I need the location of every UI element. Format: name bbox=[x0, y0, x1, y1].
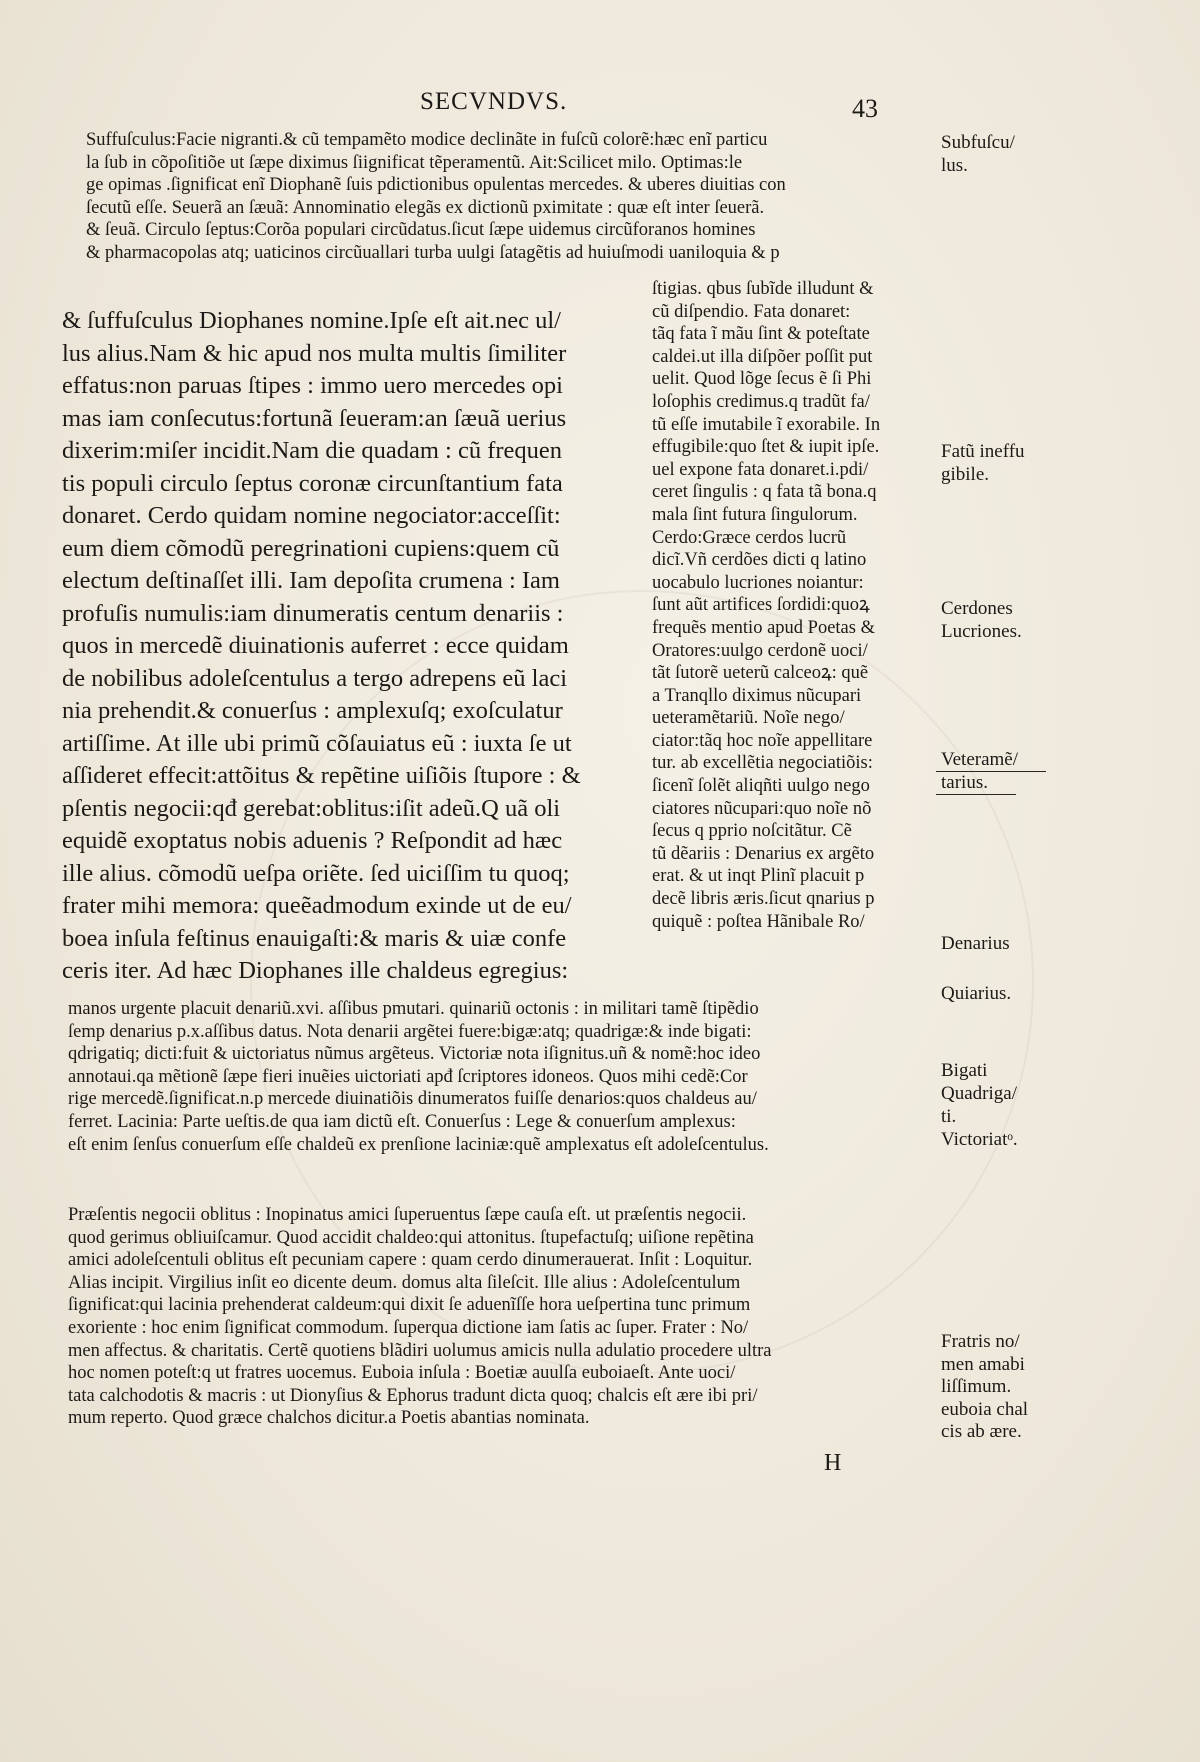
commentary-bottom-1 bbox=[68, 998, 769, 1156]
commentary-line: annotaui.qa mẽtionẽ ſæpe fieri inuẽies uictoriati apđ ſcriptores idoneos. Quos mihi cedẽ:Cor bbox=[68, 1066, 748, 1087]
commentary-line: loſophis credimus.q tradũt fa/ bbox=[652, 391, 870, 412]
commentary-line: ſecus q pprio noſcitãtur. Cẽ bbox=[652, 821, 852, 842]
commentary-line: mum reperto. Quod græce chalchos dicitur.a Poetis abantias nominata. bbox=[68, 1408, 590, 1429]
signature-mark: H bbox=[824, 1450, 842, 1476]
commentary-line: tũ dẽariis : Denarius ex argẽto bbox=[652, 843, 875, 864]
margin-note-line: Lucriones. bbox=[941, 621, 1022, 642]
commentary-top bbox=[86, 129, 786, 265]
commentary-line: tũ eſſe imutabile ĩ exorabile. In bbox=[652, 414, 881, 435]
commentary-line: tãq fata ĩ mãu ſint & poteſtate bbox=[652, 324, 870, 345]
commentary-line: & pharmacopolas atq; uaticinos circũuallari turba uulgi ſatagẽtis ad huiuſmodi uaniloquia & p bbox=[86, 242, 780, 263]
main-text-line: frater mihi memora: queẽadmodum exinde ut de eu/ bbox=[62, 892, 572, 919]
commentary-line: uelit. Quod lõge ſecus ẽ ſi Phi bbox=[652, 369, 872, 390]
margin-note-line: lus. bbox=[941, 155, 968, 176]
commentary-bottom-2 bbox=[68, 1204, 771, 1430]
margin-note-line: euboia chal bbox=[941, 1398, 1029, 1420]
main-text-line: tis populi circulo ſeptus coronæ circunſtantium fata bbox=[62, 469, 563, 497]
commentary-line: ciatores nũcupari:quo noĩe nõ bbox=[652, 798, 872, 819]
commentary-line: uocabulo lucriones noiantur: bbox=[652, 572, 864, 593]
margin-note-denarius bbox=[941, 932, 1010, 955]
margin-note-line: men amabi bbox=[941, 1353, 1025, 1375]
main-text-line: nia prehendit.& conuerſus : amplexuſq; exoſculatur bbox=[62, 697, 563, 724]
commentary-line: quiquẽ : poſtea Hãnibale Ro/ bbox=[652, 911, 865, 932]
margin-note-line: Fratris no/ bbox=[941, 1331, 1020, 1352]
folio-number: 43 bbox=[852, 94, 878, 123]
commentary-line: ſemp denarius p.x.aſſibus datus. Nota denarii argẽtei fuere:bigæ:atq; quadrigæ:& inde bigati: bbox=[68, 1021, 752, 1042]
running-head: SECVNDVS. bbox=[420, 88, 568, 115]
margin-note-line: liſſimum. bbox=[941, 1376, 1012, 1398]
main-text-line: ceris iter. Ad hæc Diophanes ille chaldeus egregius: bbox=[62, 957, 569, 984]
commentary-line: ſecutũ eſſe. Seuerã an ſæuã: Annominatio elegãs ex dictionũ pximitate : quæ eſt inter ſeuerã. bbox=[86, 197, 765, 218]
commentary-line: ciator:tãq hoc noĩe appellitare bbox=[652, 730, 873, 751]
margin-note-line: cis ab ære. bbox=[941, 1421, 1022, 1443]
margin-note-quinarius bbox=[941, 982, 1011, 1005]
margin-note-line: tarius. bbox=[941, 772, 988, 793]
margin-note-cerdones bbox=[941, 597, 1022, 643]
commentary-line: Cerdo:Græce cerdos lucrũ bbox=[652, 527, 847, 548]
commentary-line: Præſentis negocii oblitus : Inopinatus amici ſuperuentus ſæpe cauſa eſt. ut præſentis negocii. bbox=[68, 1205, 747, 1225]
margin-note-line: gibile. bbox=[941, 464, 990, 485]
main-text-line: donaret. Cerdo quidam nomine negociator:acceſſit: bbox=[62, 502, 561, 529]
margin-note-line: Veteramẽ/ bbox=[941, 749, 1019, 770]
main-text-line: electum deſtinaſſet illi. Iam depoſita crumena : Iam bbox=[62, 567, 560, 594]
commentary-line: a Tranqllo diximus nũcupari bbox=[652, 685, 862, 706]
commentary-line: mala ſint futura ſingulorum. bbox=[652, 504, 858, 525]
main-text-line: artiſſime. At ille ubi primũ cõſauiatus eũ : iuxta ſe ut bbox=[62, 729, 572, 757]
commentary-line: tãt ſutorẽ ueterũ calceoꝝ: quẽ bbox=[652, 663, 869, 684]
commentary-line: manos urgente placuit denariũ.xvi. aſſibus pmutari. quinariũ octonis : in militari tamẽ ſtipẽdio bbox=[68, 999, 759, 1019]
commentary-line: frequẽs mentio apud Poetas & bbox=[652, 617, 875, 638]
commentary-line: cũ diſpendio. Fata donaret: bbox=[652, 301, 851, 322]
commentary-line: eſt enim ſenſus conuerſum eſſe chaldeũ ex prenſione laciniæ:quẽ amplexatus eſt adoleſcentulus. bbox=[68, 1134, 769, 1155]
main-text-line: quos in mercedẽ diuinationis auferret : ecce quidam bbox=[62, 632, 569, 659]
main-text-line: aſſideret effecit:attõitus & repẽtine uiſiõis ſtupore : & bbox=[62, 762, 581, 789]
commentary-line: erat. & ut inqt Plinĩ placuit p bbox=[652, 866, 865, 887]
margin-note-line: Subfuſcu/ bbox=[941, 132, 1015, 153]
commentary-line: ſunt aũt artifices ſordidi:quoꝝ bbox=[652, 595, 870, 616]
commentary-line: uel expone fata donaret.i.pdi/ bbox=[652, 459, 869, 480]
commentary-line: tata calchodotis & macris : ut Dionyſius & Ephorus tradunt dicta quoq; chalcis eſt ære ibi pri/ bbox=[68, 1385, 758, 1406]
commentary-line: quod gerimus obliuiſcamur. Quod accidit chaldeo:qui attonitus. ſtupefactuſq; uiſione repẽtina bbox=[68, 1227, 754, 1248]
commentary-line: ſicenĩ ſolẽt aliqñti uulgo nego bbox=[652, 776, 870, 797]
margin-note-subfuscu bbox=[941, 131, 1015, 177]
commentary-line: men affectus. & charitatis. Certẽ quotiens blãdiri uolumus amicis nulla adulatio procedere ultra bbox=[68, 1340, 772, 1361]
commentary-line: ferret. Lacinia: Parte ueſtis.de qua iam dictũ eſt. Conuerſus : Lege & conuerſum amplexus: bbox=[68, 1111, 736, 1132]
main-text-line: lus alius.Nam & hic apud nos multa multis ſimiliter bbox=[62, 339, 567, 367]
commentary-line: hoc nomen poteſt:q ut fratres uocemus. Euboia inſula : Boetiæ auulſa euboiaeſt. Ante uoci/ bbox=[68, 1363, 736, 1384]
commentary-line: decẽ libris æris.ſicut qnarius p bbox=[652, 889, 875, 910]
margin-note-line: Denarius bbox=[941, 933, 1010, 954]
commentary-line: tur. ab excellẽtia negociatiõis: bbox=[652, 753, 873, 774]
main-text-line: effatus:non paruas ſtipes : immo uero mercedes opi bbox=[62, 372, 563, 399]
commentary-line: ſignificat:qui lacinia prehenderat caldeum:qui dixit ſe aduenĩſſe hora ueſpertina tunc primum bbox=[68, 1295, 751, 1316]
commentary-line: ceret ſingulis : q fata tã bona.q bbox=[652, 482, 877, 503]
margin-note-line: Quiarius. bbox=[941, 983, 1012, 1004]
main-text-line: boea inſula feſtinus enauigaſti:& maris & uiæ confe bbox=[62, 924, 567, 952]
main-text-line: eum diem cõmodũ peregrinationi cupiens:quem cũ bbox=[62, 534, 560, 562]
commentary-line: ſtigias. qbus ſubĩde illudunt & bbox=[652, 279, 874, 299]
commentary-line: Oratores:uulgo cerdonẽ uoci/ bbox=[652, 640, 868, 661]
margin-underline bbox=[936, 771, 1046, 772]
main-text-line: pſentis negocii:qđ gerebat:oblitus:iſit adeũ.Q uã oli bbox=[62, 794, 561, 822]
commentary-line: exoriente : hoc enim ſignificat commodum. ſuperqua dictione iam ſatis ac ſuper. Frater : No/ bbox=[68, 1317, 749, 1338]
commentary-line: qdrigatiq; dicti:fuit & uictoriatus nũmus argẽteus. Victoriæ nota iſignitus.uñ & nomẽ:hoc ideo bbox=[68, 1044, 761, 1065]
commentary-line: la ſub in cõpoſitiõe ut ſæpe diximus ſiignificat tẽperamentũ. Ait:Scilicet milo. Optimas:le bbox=[86, 152, 743, 173]
margin-note-line: Cerdones bbox=[941, 598, 1013, 619]
margin-underline bbox=[936, 794, 1016, 795]
commentary-line: ueteramẽtariũ. Noĩe nego/ bbox=[652, 708, 845, 729]
commentary-line: ge opimas .ſignificat enĩ Diophanẽ ſuis pdictionibus opulentas mercedes. & uberes diuitias con bbox=[86, 175, 786, 196]
margin-note-line: Fatũ ineffu bbox=[941, 441, 1025, 462]
main-text-line: dixerim:miſer incidit.Nam die quadam : cũ frequen bbox=[62, 437, 563, 464]
main-text-line: ille alius. cõmodũ ueſpa oriẽte. ſed uiciſſim tu quoq; bbox=[62, 859, 570, 887]
margin-note-line: ti. bbox=[941, 1106, 957, 1127]
margin-note-fatum bbox=[941, 440, 1025, 486]
commentary-line: effugibile:quo ſtet & iupit ipſe. bbox=[652, 437, 880, 458]
margin-note-line: Bigati bbox=[941, 1060, 988, 1081]
margin-note-fratris bbox=[941, 1331, 1028, 1444]
commentary-line: Suffuſculus:Facie nigranti.& cũ tempamẽto modice declinãte in fuſcũ colorẽ:hæc enĩ particu bbox=[86, 130, 768, 150]
margin-note-line: Quadriga/ bbox=[941, 1083, 1017, 1104]
main-text-line: de nobilibus adoleſcentulus a tergo adrepens eũ laci bbox=[62, 664, 568, 692]
commentary-line: rige mercedẽ.ſignificat.n.p mercede diuinatiõis dinumeratos fuiſſe denarios:quos chaldeus au/ bbox=[68, 1089, 757, 1110]
main-text bbox=[62, 305, 581, 988]
commentary-line: Alias incipit. Virgilius inſit eo dicente deum. domus alta ſileſcit. Ille alius : Adoleſcentulum bbox=[68, 1272, 741, 1293]
commentary-line: caldei.ut illa diſpõer poſſit put bbox=[652, 346, 873, 367]
commentary-line: dicĩ.Vñ cerdões dicti q latino bbox=[652, 550, 867, 571]
commentary-right-column bbox=[652, 278, 880, 933]
margin-note-bigati bbox=[941, 1059, 1018, 1151]
main-text-line: profuſis numulis:iam dinumeratis centum denariis : bbox=[62, 599, 564, 627]
commentary-line: amici adoleſcentuli oblitus eſt pecuniam capere : quam cerdo dinumerauerat. Inſit : Loquitur. bbox=[68, 1250, 753, 1271]
margin-note-line: Victoriatᵒ. bbox=[941, 1129, 1018, 1150]
main-text-line: mas iam conſecutus:fortunã ſeueram:an ſæuã uerius bbox=[62, 404, 567, 432]
main-text-line: equidẽ exoptatus nobis aduenis ? Reſpondit ad hæc bbox=[62, 827, 563, 854]
main-text-line: & ſuffuſculus Diophanes nomine.Ipſe eſt ait.nec ul/ bbox=[62, 307, 561, 334]
commentary-line: & ſeuã. Circulo ſeptus:Corõa populari circũdatus.ſicut ſæpe uidemus circũforanos homines bbox=[86, 220, 756, 241]
